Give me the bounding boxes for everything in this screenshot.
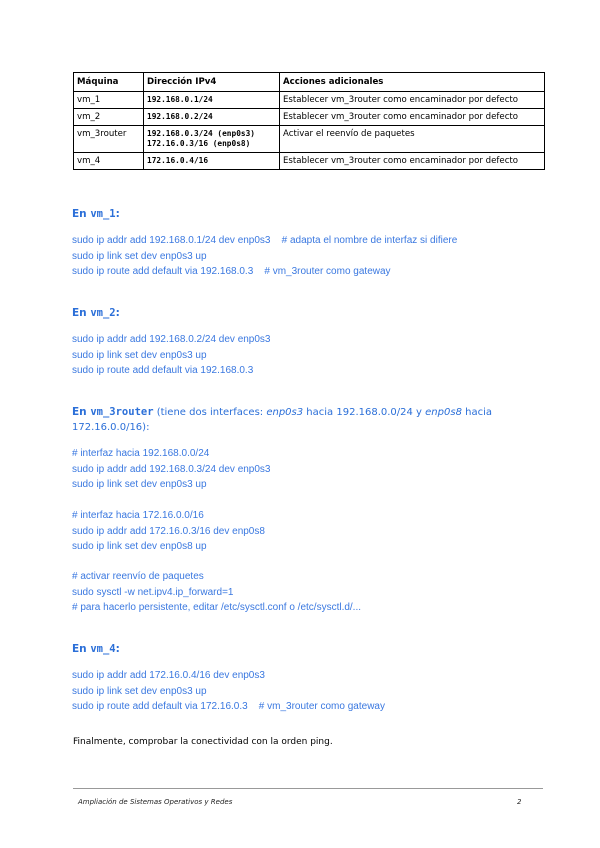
table-header-row — [74, 73, 545, 92]
cell-machine: vm_1 — [74, 92, 144, 109]
code-block-vm3-iface-b — [72, 508, 265, 555]
code-line: sudo ip link set dev enp0s3 up — [72, 479, 207, 490]
section-heading-vm1 — [72, 208, 120, 220]
heading-machine: vm_4 — [90, 643, 116, 655]
ip-address-table — [73, 72, 545, 170]
heading-iface: enp0s8 — [425, 407, 462, 418]
code-block-vm1 — [72, 233, 457, 280]
code-line: sudo sysctl -w net.ipv4.ip_forward=1 — [72, 586, 234, 598]
code-line: # para hacerlo persistente, editar /etc/sysctl.conf o /etc/sysctl.d/... — [72, 602, 362, 613]
heading-iface: enp0s3 — [266, 407, 304, 418]
heading-desc: hacia 192.168.0.0/24 y — [303, 407, 426, 418]
code-line: sudo ip link set dev enp0s3 up — [72, 685, 207, 697]
cell-ip: 192.168.0.2/24 — [144, 109, 280, 126]
code-line: sudo ip addr add 192.168.0.1/24 dev enp0s3 # adapta el nombre de interfaz si difiere — [72, 235, 458, 246]
table-row — [74, 153, 545, 170]
heading-desc: (tiene dos interfaces: — [153, 407, 267, 418]
code-line: sudo ip link set dev enp0s8 up — [72, 541, 207, 552]
footer-page-number: 2 — [517, 798, 522, 806]
cell-action: Establecer vm_3router como encaminador por defecto — [280, 109, 545, 126]
footer-divider — [73, 788, 543, 789]
heading-suffix: : — [115, 208, 120, 220]
heading-suffix: : — [115, 307, 120, 319]
code-line: sudo ip addr add 192.168.0.3/24 dev enp0s3 — [72, 463, 271, 475]
code-block-vm3-forwarding — [72, 569, 361, 616]
table-row — [74, 109, 545, 126]
footer-course-title: Ampliación de Sistemas Operativos y Redes — [78, 798, 233, 806]
heading-desc: hacia — [461, 407, 492, 418]
code-block-vm2 — [72, 332, 271, 379]
code-line: sudo ip route add default via 192.168.0.3 — [72, 365, 254, 376]
heading-prefix: En — [72, 208, 91, 220]
code-line: sudo ip link set dev enp0s3 up — [72, 349, 207, 361]
heading-machine: vm_3router — [90, 406, 154, 418]
cell-machine: vm_3router — [74, 126, 144, 153]
table-row — [74, 126, 545, 153]
table-row — [74, 92, 545, 109]
code-line: sudo ip addr add 192.168.0.2/24 dev enp0s3 — [72, 334, 271, 345]
code-line: sudo ip route add default via 192.168.0.3 # vm_3router como gateway — [72, 266, 391, 277]
code-line: sudo ip addr add 172.16.0.4/16 dev enp0s3 — [72, 670, 265, 681]
heading-desc: 172.16.0.0/16): — [72, 422, 150, 433]
code-block-vm4 — [72, 668, 385, 715]
ip-line: 172.16.0.3/16 (enp0s8) — [147, 139, 251, 148]
section-heading-vm3 — [72, 405, 492, 435]
final-paragraph: Finalmente, comprobar la conectividad con la orden ping. — [73, 737, 333, 747]
cell-ip — [144, 126, 280, 153]
cell-ip: 172.16.0.4/16 — [144, 153, 280, 170]
section-heading-vm4 — [72, 643, 120, 655]
cell-action: Establecer vm_3router como encaminador por defecto — [280, 92, 545, 109]
heading-prefix: En — [72, 307, 91, 319]
header-ipv4: Dirección IPv4 — [144, 73, 280, 92]
heading-suffix: : — [115, 643, 120, 655]
code-line: # activar reenvío de paquetes — [72, 571, 204, 582]
heading-prefix: En — [72, 643, 91, 655]
code-line: # interfaz hacia 192.168.0.0/24 — [72, 448, 210, 459]
cell-action: Activar el reenvío de paquetes — [280, 126, 545, 153]
ip-line: 192.168.0.3/24 (enp0s3) — [147, 129, 255, 138]
code-block-vm3-iface-a — [72, 446, 271, 493]
code-line: sudo ip link set dev enp0s3 up — [72, 250, 207, 262]
heading-machine: vm_1 — [90, 208, 116, 220]
header-machine: Máquina — [74, 73, 144, 92]
cell-machine: vm_4 — [74, 153, 144, 170]
cell-ip: 192.168.0.1/24 — [144, 92, 280, 109]
cell-action: Establecer vm_3router como encaminador por defecto — [280, 153, 545, 170]
section-heading-vm2 — [72, 307, 120, 319]
heading-machine: vm_2 — [90, 307, 116, 319]
header-actions: Acciones adicionales — [280, 73, 545, 92]
cell-machine: vm_2 — [74, 109, 144, 126]
code-line: sudo ip route add default via 172.16.0.3 # vm_3router como gateway — [72, 701, 385, 712]
code-line: sudo ip addr add 172.16.0.3/16 dev enp0s8 — [72, 525, 265, 537]
heading-prefix: En — [72, 406, 91, 418]
code-line: # interfaz hacia 172.16.0.0/16 — [72, 510, 204, 521]
